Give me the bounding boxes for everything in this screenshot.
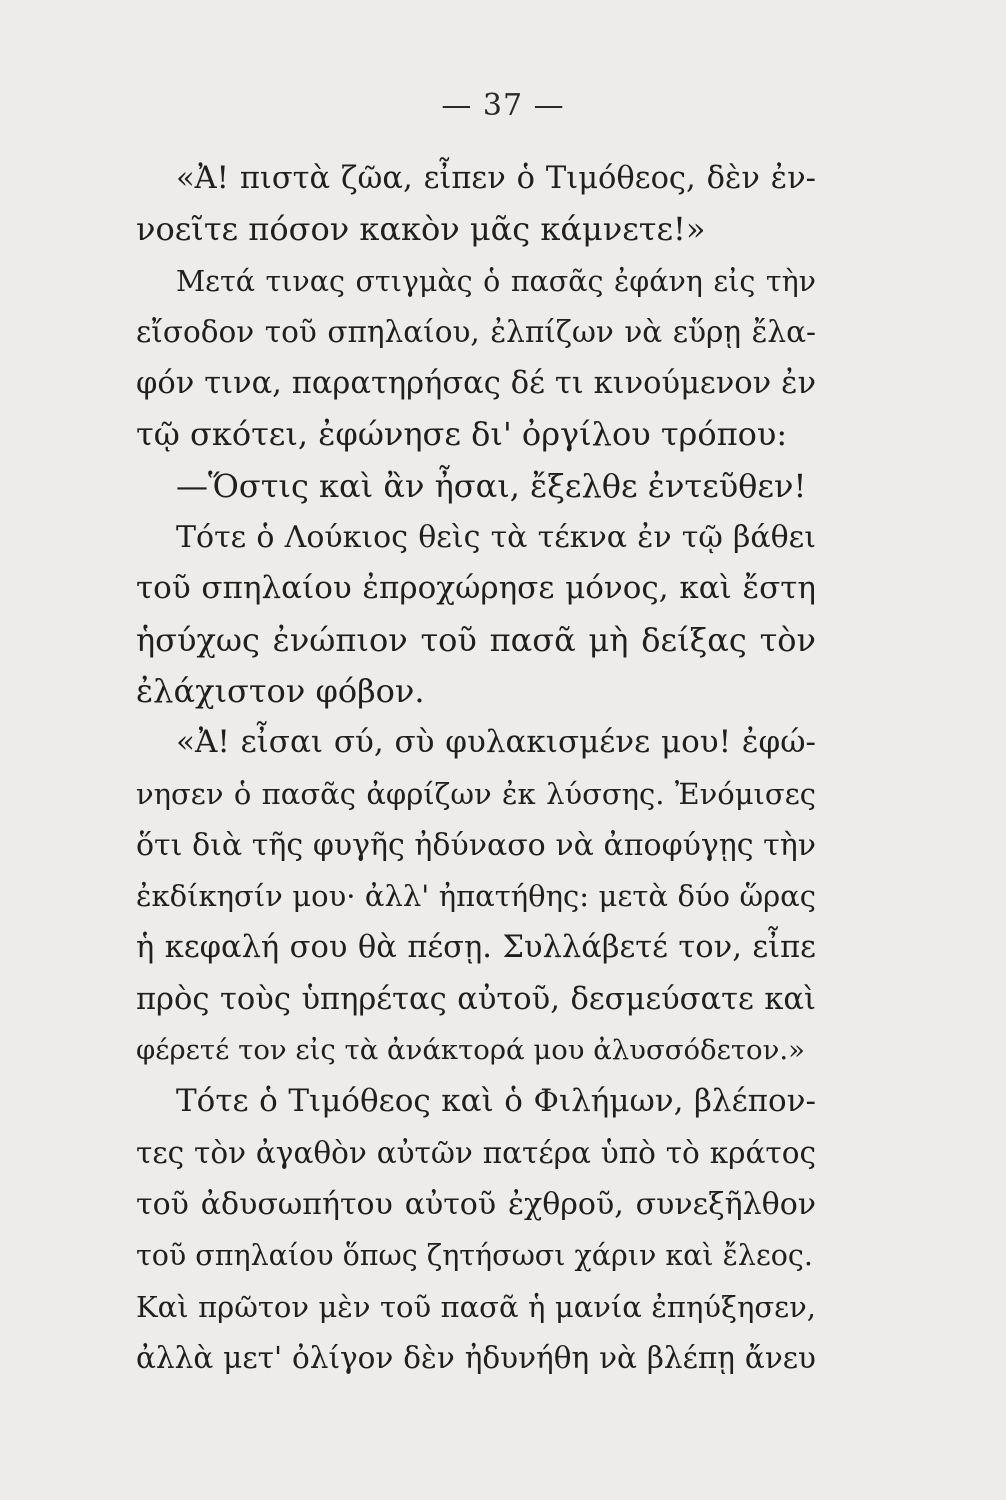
body-text <box>136 153 816 1384</box>
text-line: ἡσύχως ἐνώπιον τοῦ πασᾶ μὴ δείξας τὸν <box>136 620 816 659</box>
text-line: ἀλλὰ μετ' ὀλίγον δὲν ἠδυνήθη νὰ βλέπῃ ἄνευ <box>136 1340 816 1375</box>
text-line: τες τὸν ἀγαθὸν αὐτῶν πατέρα ὑπὸ τὸ κράτος <box>136 1135 816 1170</box>
text-line: ὅτι διὰ τῆς φυγῆς ἠδύνασο νὰ ἀποφύγῃς τὴν <box>136 827 816 863</box>
text-line: ἐλάχιστον φόβον. <box>136 671 425 710</box>
text-line: τοῦ σπηλαίου ἐπροχώρησε μόνος, καὶ ἔστη <box>136 570 816 607</box>
text-line: νοεῖτε πόσον κακὸν μᾶς κάμνετε!» <box>136 210 706 249</box>
text-line: φέρετέ τον εἰς τὰ ἀνάκτορά μου ἀλυσσόδετον.» <box>136 1034 805 1067</box>
text-line: τοῦ σπηλαίου ὅπως ζητήσωσι χάριν καὶ ἔλεος. <box>136 1239 813 1273</box>
text-line: τοῦ ἀδυσωπήτου αὐτοῦ ἐχθροῦ, συνεξῆλθον <box>136 1186 816 1222</box>
text-line: —Ὅστις καὶ ἂν ἦσαι, ἔξελθε ἐντεῦθεν! <box>176 466 807 505</box>
text-line: φόν τινα, παρατηρήσας δέ τι κινούμενον ἐν <box>136 366 816 402</box>
text-line: εἴσοδον τοῦ σπηλαίου, ἐλπίζων νὰ εὕρῃ ἔλα- <box>136 314 816 349</box>
text-line: «Ἀ! πιστὰ ζῶα, εἶπεν ὁ Τιμόθεος, δὲν ἐν- <box>176 161 816 196</box>
text-line: Τότε ὁ Λούκιος θεὶς τὰ τέκνα ἐν τῷ βάθει <box>176 520 816 556</box>
text-line: «Ἀ! εἶσαι σύ, σὺ φυλακισμένε μου! ἐφώ- <box>176 724 816 761</box>
page-number: — 37 — <box>441 88 565 123</box>
text-line: Τότε ὁ Τιμόθεος καὶ ὁ Φιλήμων, βλέπον- <box>176 1083 816 1120</box>
text-line: Μετά τινας στιγμὰς ὁ πασᾶς ἐφάνη εἰς τὴν <box>176 264 816 298</box>
text-line: Καὶ πρῶτον μὲν τοῦ πασᾶ ἡ μανία ἐπηύξησεν, <box>136 1289 816 1324</box>
text-line: ἡ κεφαλή σου θὰ πέσῃ. Συλλάβετέ τον, εἶπε <box>136 930 816 966</box>
text-line: τῷ σκότει, ἐφώνησε δι' ὀργίλου τρόπου: <box>136 415 788 454</box>
text-line: νησεν ὁ πασᾶς ἀφρίζων ἐκ λύσσης. Ἐνόμισες <box>136 776 816 811</box>
text-line: πρὸς τοὺς ὑπηρέτας αὐτοῦ, δεσμεύσατε καὶ <box>136 981 816 1017</box>
text-line: ἐκδίκησίν μου· ἀλλ' ἠπατήθης: μετὰ δύο ὥρας <box>136 879 816 914</box>
